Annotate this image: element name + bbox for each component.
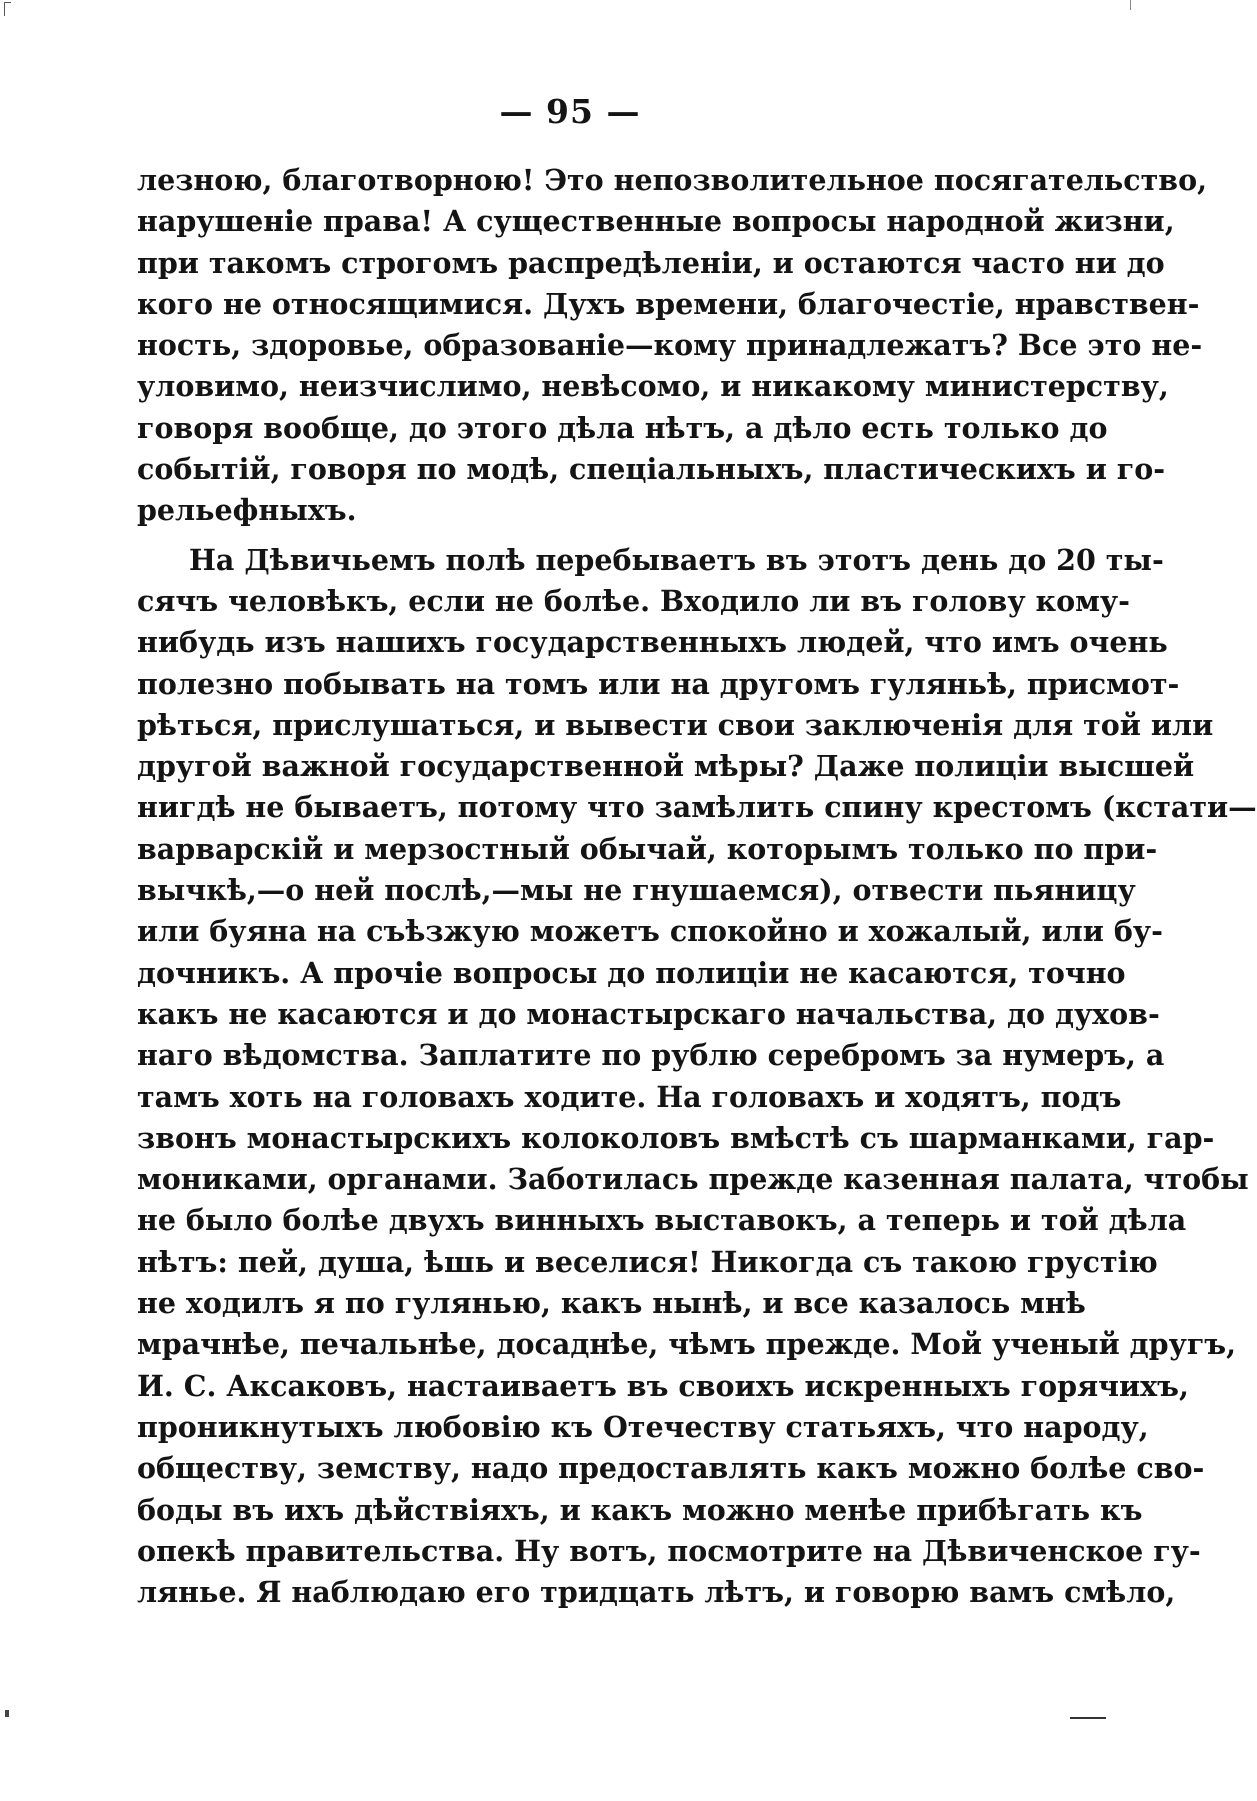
text-line: нарушеніе права! А существенные вопросы народной жизни, (137, 204, 1175, 239)
text-line: лянье. Я наблюдаю его тридцать лѣтъ, и говорю вамъ смѣло, (137, 1575, 1176, 1610)
text-line: мрачнѣе, печальнѣе, досаднѣе, чѣмъ прежде. Мой ученый другъ, (137, 1327, 1237, 1362)
scan-edge-mark (1130, 0, 1131, 10)
text-line: обществу, земству, надо предоставлять какъ можно болѣе сво- (137, 1451, 1205, 1486)
text-line: наго вѣдомства. Заплатите по рублю серебромъ за нумеръ, а (137, 1038, 1165, 1073)
text-line: ность, здоровье, образованіе—кому принадлежатъ? Все это не- (137, 328, 1203, 363)
body-text (137, 160, 1257, 1613)
text-line: кого не относящимися. Духъ времени, благочестіе, нравствен- (137, 286, 1200, 321)
paragraph (137, 160, 1208, 532)
text-line: или буяна на съѣзжую можетъ спокойно и хожалый, или бу- (137, 914, 1163, 949)
text-line: дочникъ. А прочіе вопросы до полиціи не касаются, точно (137, 955, 1126, 990)
text-line: рельефныхъ. (137, 493, 357, 528)
text-line: другой важной государственной мѣры? Даже полиціи высшей (137, 749, 1195, 784)
text-line: лезною, благотворною! Это непозволительное посягательство, (137, 163, 1208, 197)
text-line: полезно побывать на томъ или на другомъ гуляньѣ, присмот- (137, 666, 1180, 701)
text-line: тамъ хоть на головахъ ходите. На головахъ и ходятъ, подъ (137, 1079, 1122, 1114)
text-line: не было болѣе двухъ винныхъ выставокъ, а теперь и той дѣла (137, 1203, 1187, 1238)
text-line: сячъ человѣкъ, если не болѣе. Входило ли въ голову кому- (137, 583, 1130, 618)
text-line: мониками, органами. Заботилась прежде казенная палата, чтобы (137, 1162, 1249, 1197)
text-line: проникнутыхъ любовію къ Отечеству статьяхъ, что народу, (137, 1409, 1149, 1444)
text-line: звонъ монастырскихъ колоколовъ вмѣстѣ съ шарманками, гар- (137, 1120, 1215, 1155)
text-line: нигдѣ не бываетъ, потому что замѣлить спину крестомъ (кстати— (137, 790, 1257, 825)
text-line: варварскій и мерзостный обычай, которымъ только по при- (137, 831, 1158, 866)
text-line: На Дѣвичьемъ полѣ перебываетъ въ этотъ день до 20 ты- (189, 542, 1164, 577)
text-line: событій, говоря по модѣ, спеціальныхъ, пластическихъ и го- (137, 452, 1166, 487)
text-line: говоря вообще, до этого дѣла нѣтъ, а дѣло есть только до (137, 410, 1108, 445)
scan-edge-mark (4, 2, 11, 3)
text-line: нибудь изъ нашихъ государственныхъ людей, что имъ очень (137, 625, 1168, 660)
text-line: рѣться, прислушаться, и вывести свои заключенія для той или (137, 707, 1214, 742)
text-line: опекѣ правительства. Ну вотъ, посмотрите на Дѣвиченское гу- (137, 1533, 1201, 1568)
text-line: при такомъ строгомъ распредѣленіи, и остаются часто ни до (137, 245, 1165, 280)
text-line: вычкѣ,—о ней послѣ,—мы не гнушаемся), отвести пьяницу (137, 873, 1136, 908)
text-line: боды въ ихъ дѣйствіяхъ, и какъ можно менѣе прибѣгать къ (137, 1492, 1143, 1527)
text-line: не ходилъ я по гулянью, какъ нынѣ, и все казалось мнѣ (137, 1286, 1086, 1321)
text-line: нѣтъ: пей, душа, ѣшь и веселися! Никогда съ такою грустію (137, 1244, 1158, 1279)
page-number: — 95 — (499, 92, 641, 131)
text-line: уловимо, неизчислимо, невѣсомо, и никакому министерству, (137, 369, 1169, 404)
scan-edge-mark (4, 2, 5, 16)
scan-edge-mark (1070, 1717, 1106, 1719)
text-line: И. С. Аксаковъ, настаиваетъ въ своихъ искренныхъ горячихъ, (137, 1368, 1189, 1403)
text-line: какъ не касаются и до монастырскаго начальства, до духов- (137, 996, 1160, 1031)
scan-edge-mark (5, 1710, 9, 1717)
paragraph (137, 540, 1257, 1614)
